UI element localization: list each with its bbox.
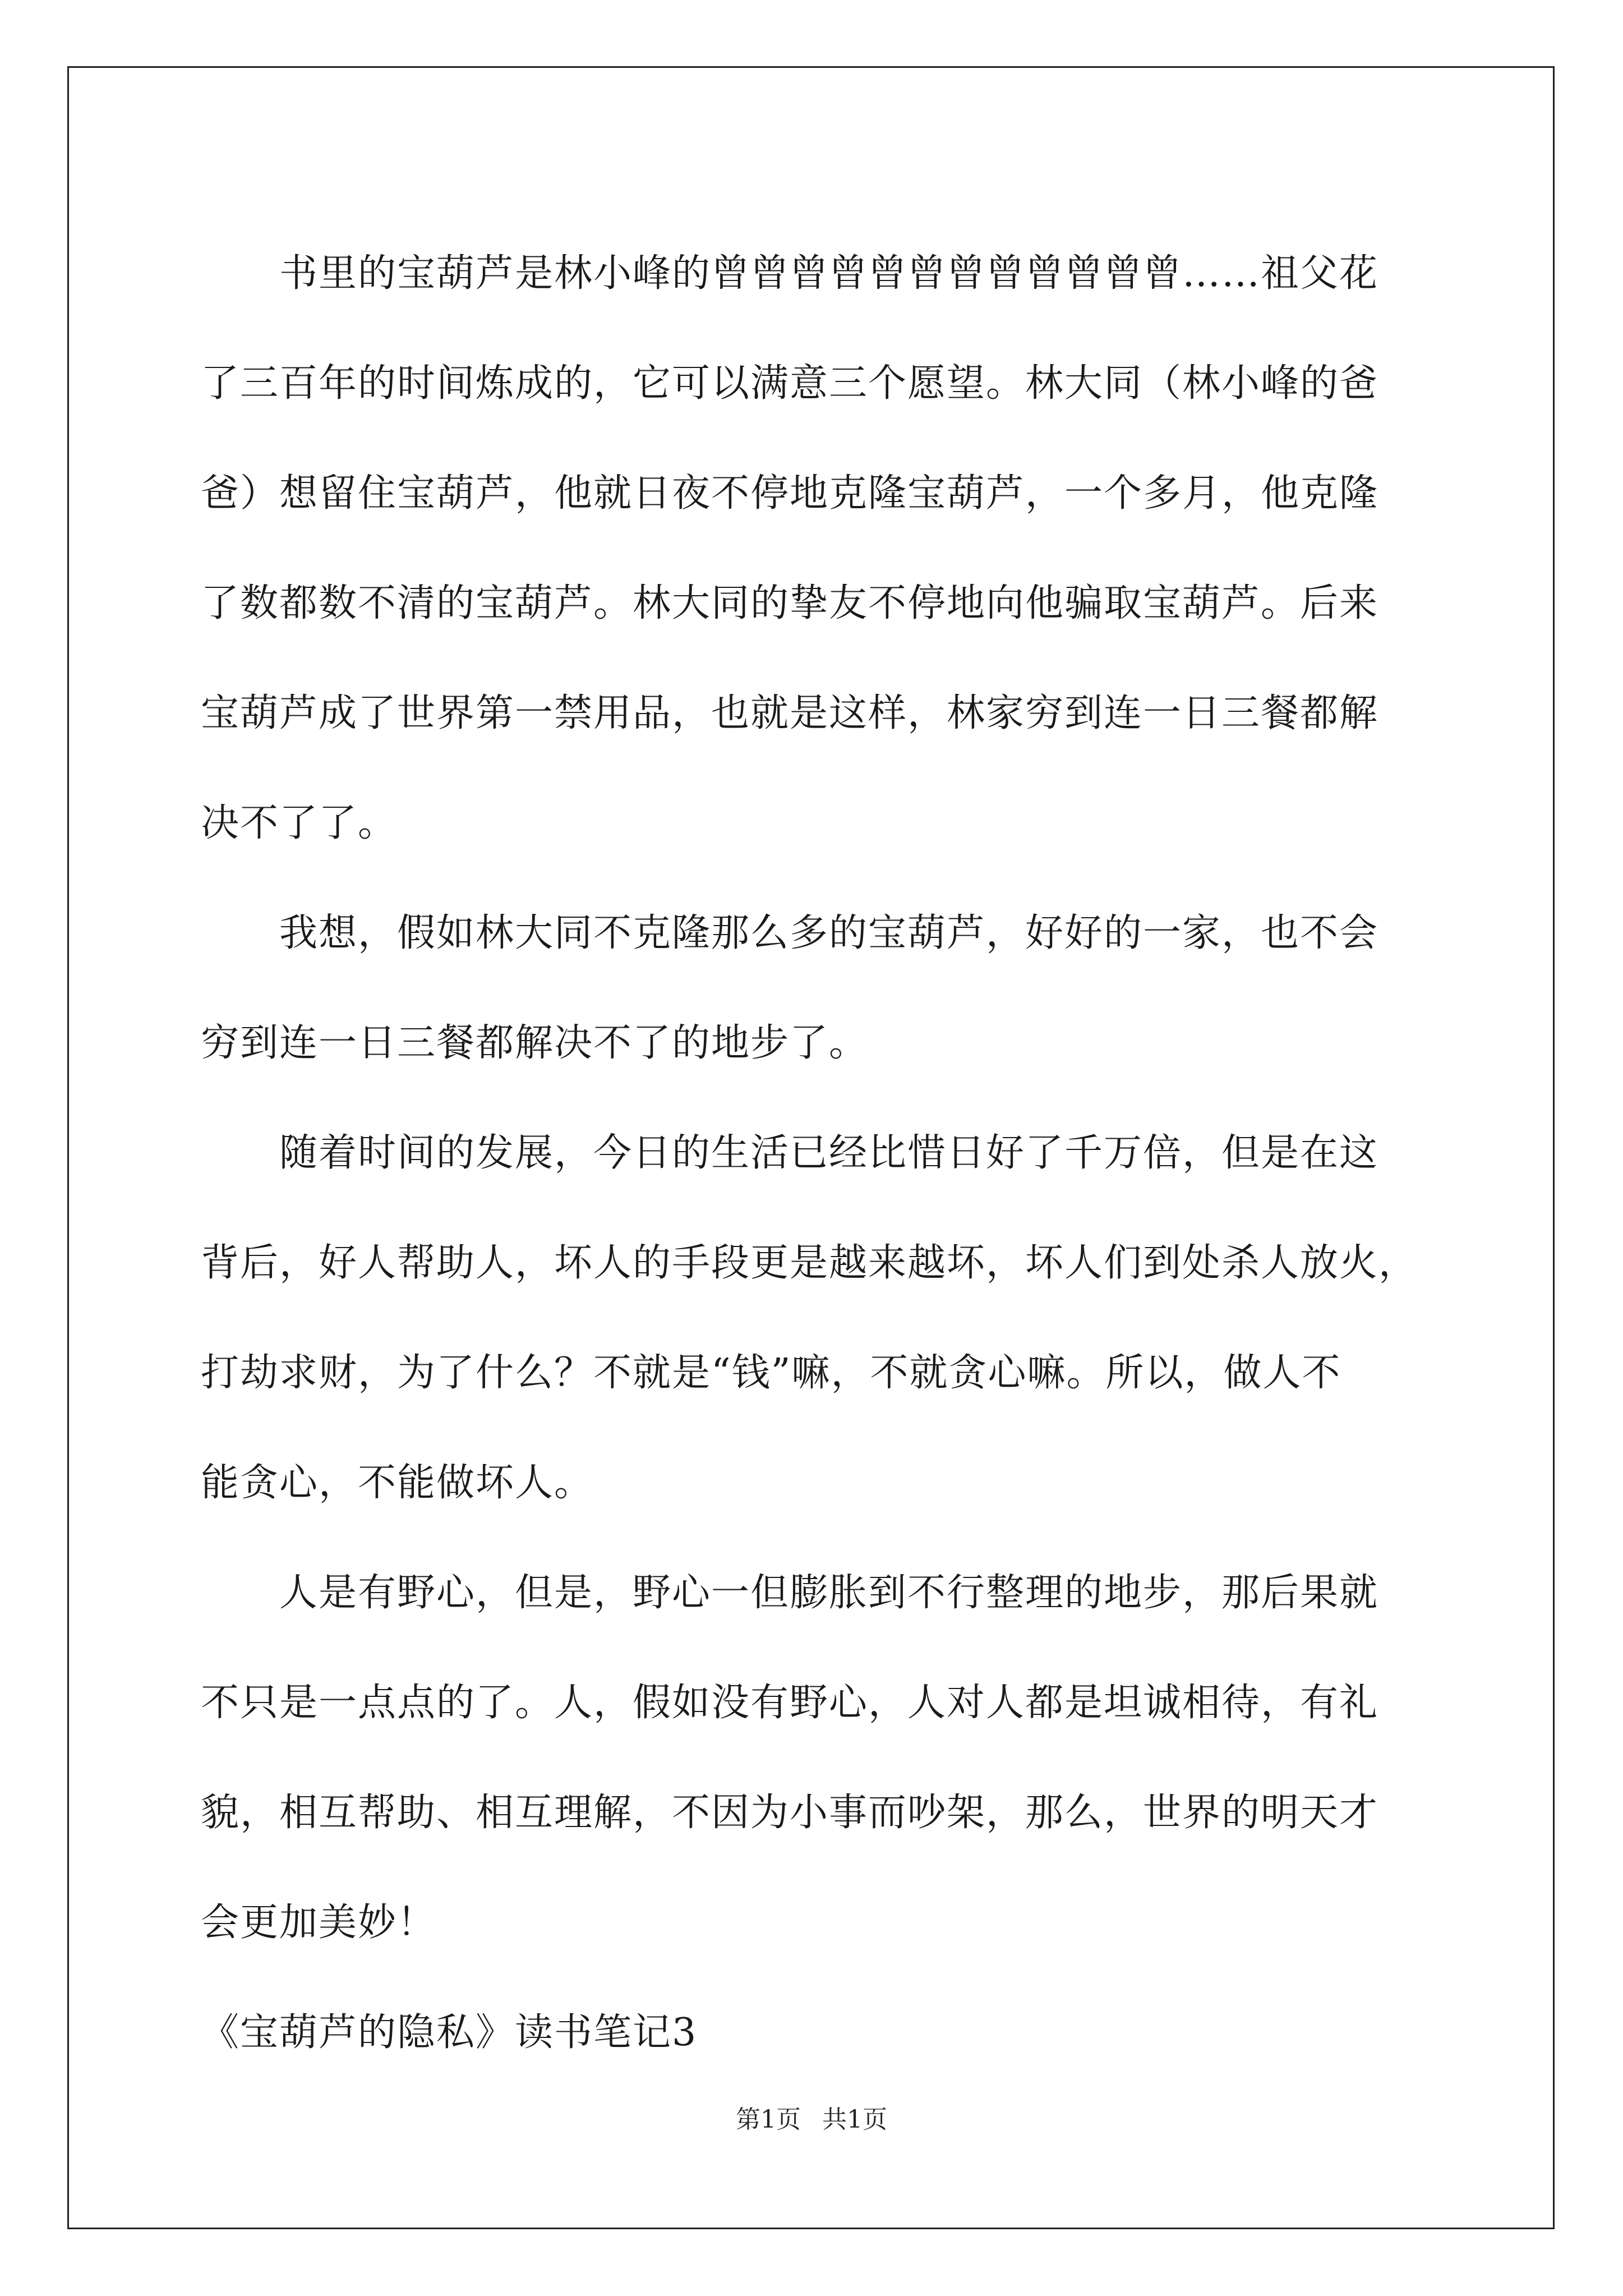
text-line: 人是有野心，但是，野心一但膨胀到不行整理的地步，那后果就 [201, 1571, 1379, 1615]
text-line: 书里的宝葫芦是林小峰的曾曾曾曾曾曾曾曾曾曾曾曾……祖父花 [201, 251, 1379, 296]
text-line: 背后，好人帮助人，坏人的手段更是越来越坏，坏人们到处杀人放火， [201, 1241, 1418, 1285]
text-line: 貌，相互帮助、相互理解，不因为小事而吵架，那么，世界的明天才 [201, 1791, 1379, 1835]
text-line: 打劫求财，为了什么？不就是“钱”嘛，不就贪心嘛。所以，做人不 [201, 1351, 1341, 1395]
text-line: 会更加美妙！ [201, 1901, 437, 1945]
text-line: 宝葫芦成了世界第一禁用品，也就是这样，林家穷到连一日三餐都解 [201, 691, 1379, 735]
page-footer [0, 2099, 1623, 2135]
text-line: 我想，假如林大同不克隆那么多的宝葫芦，好好的一家，也不会 [201, 911, 1379, 955]
text-line: 决不了了。 [201, 801, 398, 845]
text-line: 穷到连一日三餐都解决不了的地步了。 [201, 1021, 869, 1065]
text-line: 不只是一点点的了。人，假如没有野心，人对人都是坦诚相待，有礼 [201, 1681, 1379, 1725]
text-line: 能贪心，不能做坏人。 [201, 1461, 594, 1505]
text-line: 了数都数不清的宝葫芦。林大同的挚友不停地向他骗取宝葫芦。后来 [201, 581, 1379, 625]
section-heading: 《宝葫芦的隐私》读书笔记3 [201, 2010, 698, 2055]
text-line: 了三百年的时间炼成的，它可以满意三个愿望。林大同（林小峰的爸 [201, 361, 1379, 406]
page-number: 第1页 [736, 2105, 801, 2134]
text-line: 随着时间的发展，今日的生活已经比惜日好了千万倍，但是在这 [201, 1131, 1379, 1175]
document-body [201, 219, 1435, 2088]
text-line: 爸）想留住宝葫芦，他就日夜不停地克隆宝葫芦，一个多月，他克隆 [201, 471, 1379, 516]
page-total: 共1页 [822, 2105, 887, 2134]
